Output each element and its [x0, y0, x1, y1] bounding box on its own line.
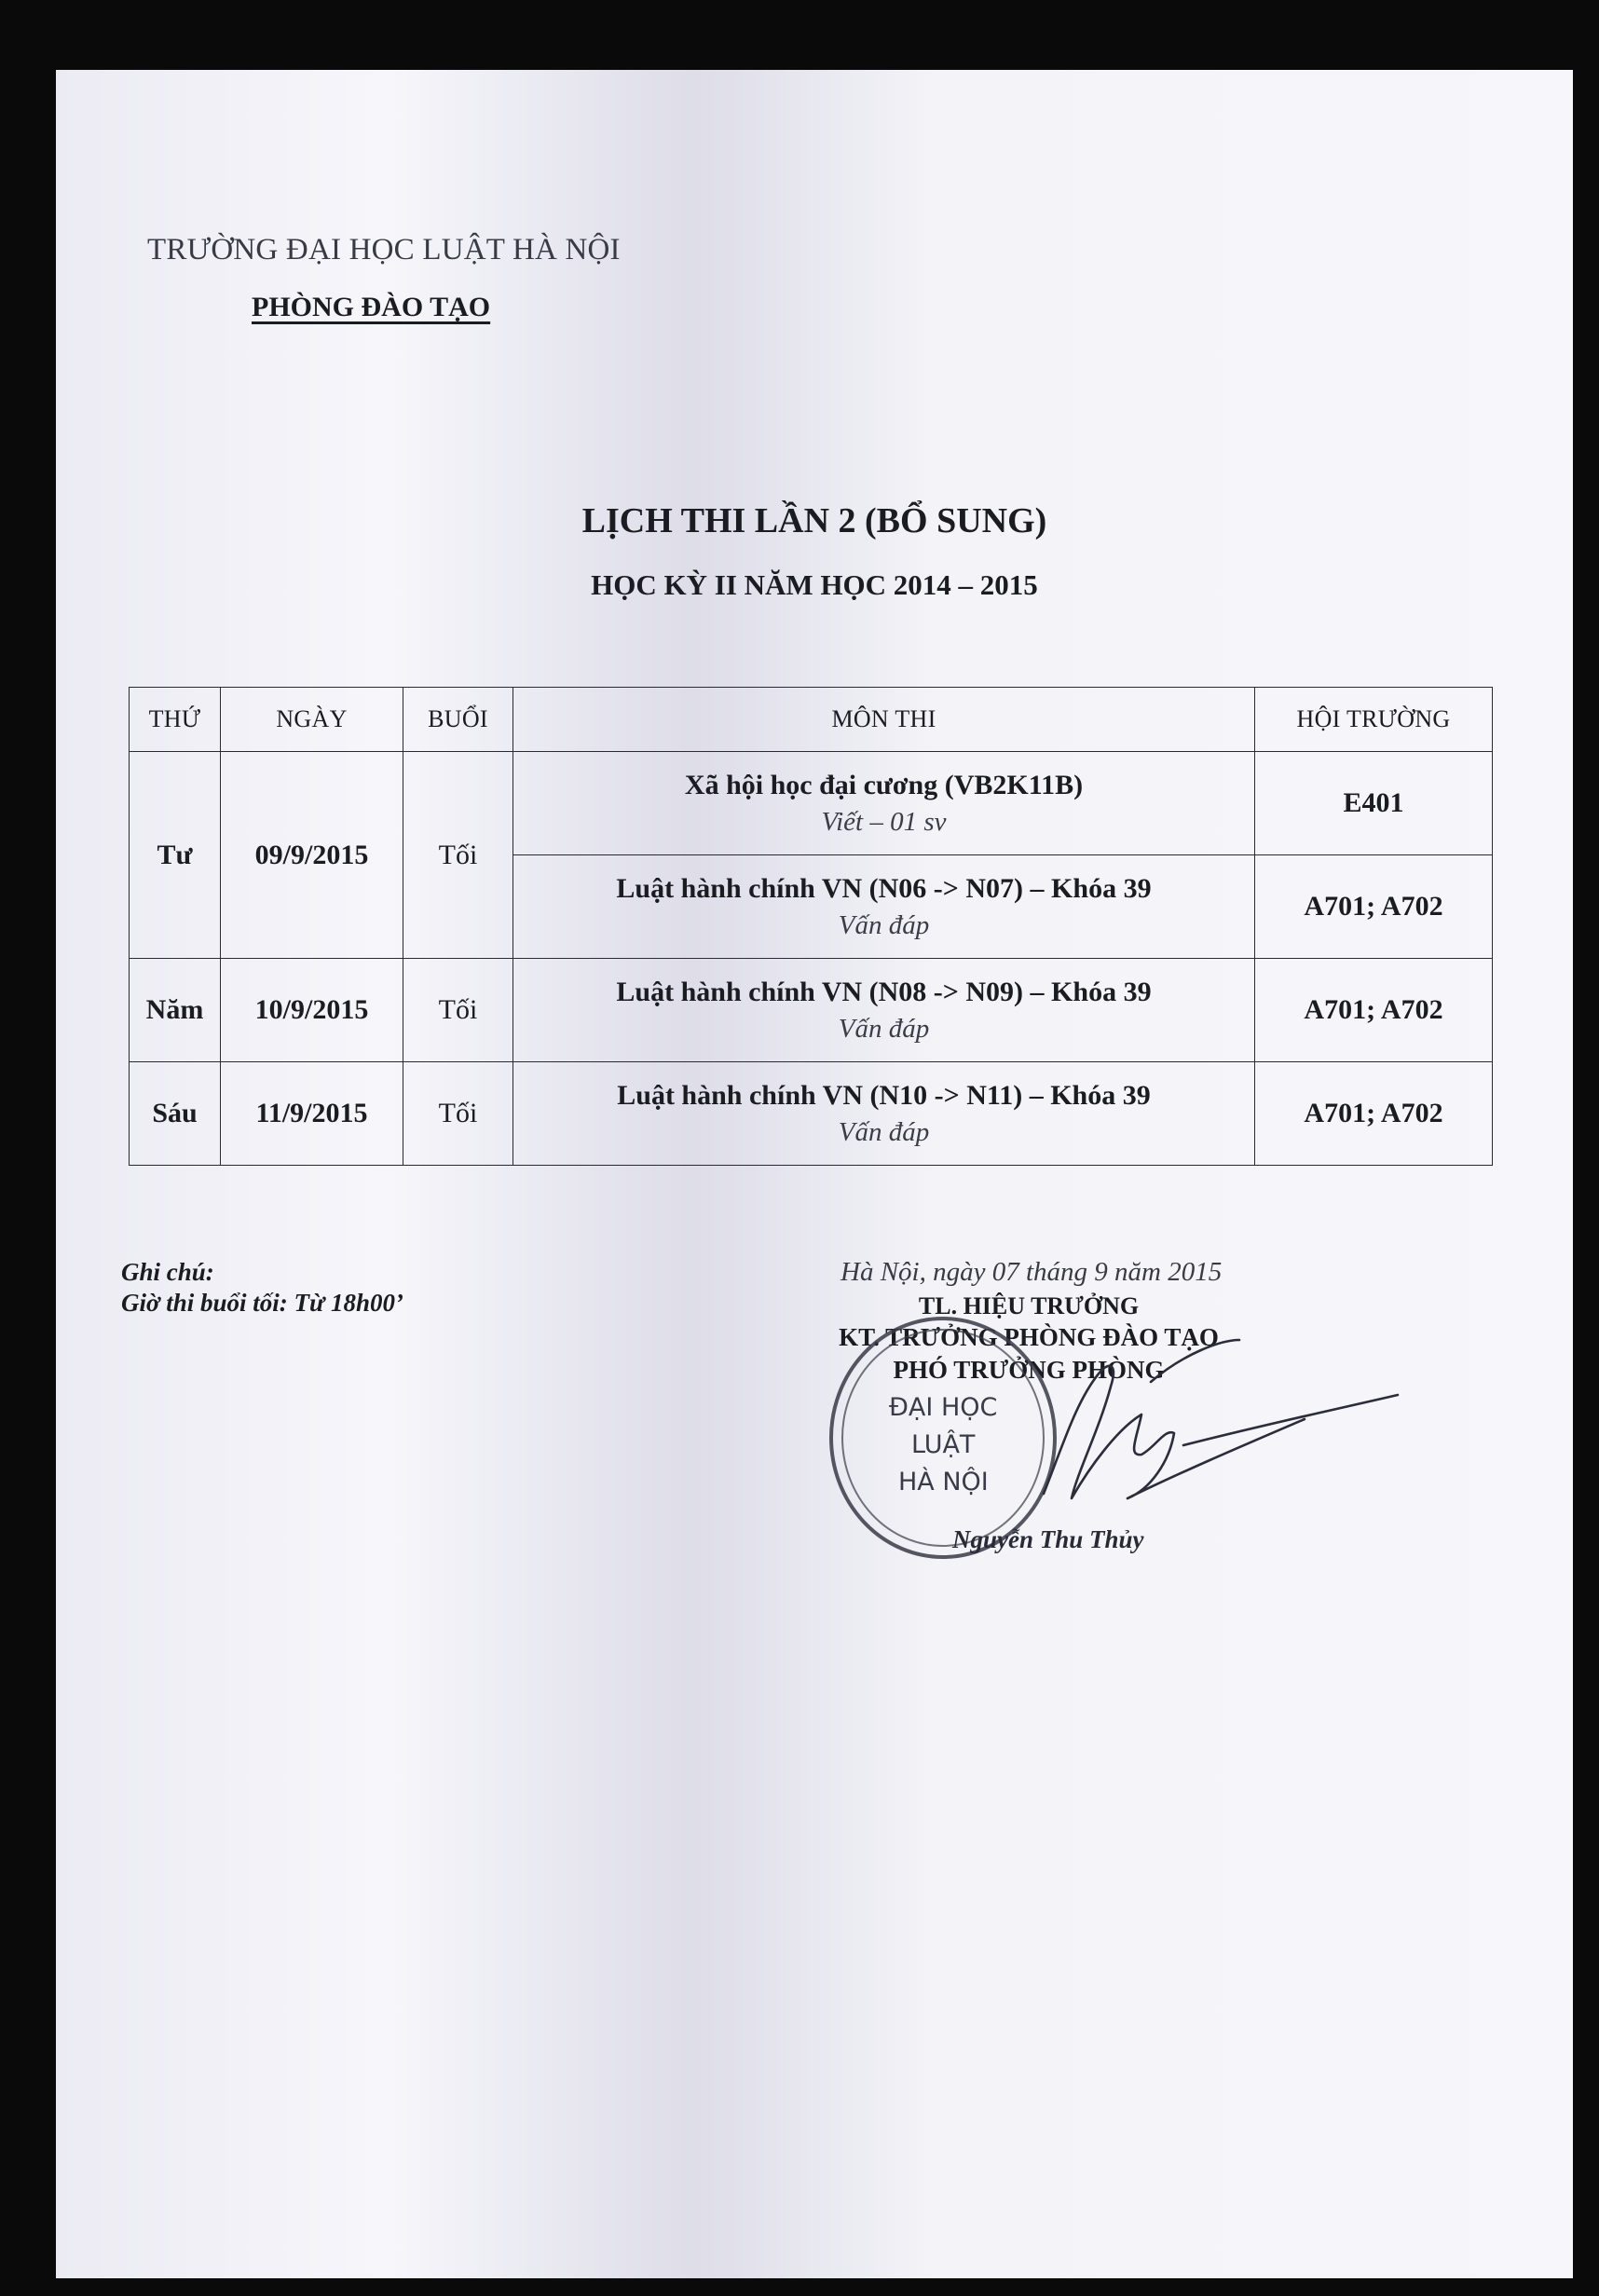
- header-date: NGÀY: [221, 688, 403, 752]
- cell-day: Sáu: [130, 1062, 221, 1166]
- exam-schedule-table: [129, 687, 1493, 1166]
- table-row: [130, 752, 1493, 855]
- place-date: Hà Nội, ngày 07 tháng 9 năm 2015: [840, 1257, 1223, 1287]
- cell-date: 09/9/2015: [221, 752, 403, 959]
- table-row: [130, 959, 1493, 1062]
- header-hall: HỘI TRƯỜNG: [1255, 688, 1493, 752]
- subject-name: Luật hành chính VN (N08 -> N09) – Khóa 39: [616, 977, 1152, 1007]
- cell-hall: A701; A702: [1255, 959, 1493, 1062]
- school-name: TRƯỜNG ĐẠI HỌC LUẬT HÀ NỘI: [147, 233, 621, 266]
- cell-session: Tối: [403, 752, 513, 959]
- header-session: BUỔI: [403, 688, 513, 752]
- department-name: PHÒNG ĐÀO TẠO: [252, 292, 491, 322]
- cell-day: Tư: [130, 752, 221, 959]
- exam-mode: Viết – 01 sv: [821, 807, 947, 837]
- subject-name: Xã hội học đại cương (VB2K11B): [684, 770, 1084, 800]
- signature-title-2: KT. TRƯỞNG PHÒNG ĐÀO TẠO: [839, 1323, 1219, 1351]
- cell-date: 11/9/2015: [221, 1062, 403, 1166]
- signature-title-3: PHÓ TRƯỞNG PHÒNG: [893, 1356, 1165, 1384]
- seal-text: HÀ NỘI: [898, 1468, 989, 1496]
- exam-mode: Vấn đáp: [838, 1117, 930, 1147]
- document-page: [56, 70, 1573, 2278]
- header-day: THỨ: [130, 688, 221, 752]
- cell-subject: [513, 959, 1255, 1062]
- cell-session: Tối: [403, 1062, 513, 1166]
- note-text: Giờ thi buổi tối: Từ 18h00’: [121, 1289, 403, 1317]
- signature-title-1: TL. HIỆU TRƯỞNG: [918, 1292, 1140, 1319]
- table-header-row: [130, 688, 1493, 752]
- subject-name: Luật hành chính VN (N06 -> N07) – Khóa 39: [616, 873, 1152, 904]
- cell-subject: [513, 855, 1255, 959]
- exam-mode: Vấn đáp: [838, 1014, 930, 1044]
- cell-hall: A701; A702: [1255, 855, 1493, 959]
- exam-mode: Vấn đáp: [838, 910, 930, 940]
- seal-text: ĐẠI HỌC: [889, 1393, 998, 1422]
- note-label: Ghi chú:: [121, 1258, 214, 1286]
- table-row: [130, 1062, 1493, 1166]
- seal-text: LUẬT: [911, 1430, 976, 1459]
- document-title: LỊCH THI LẦN 2 (BỔ SUNG): [581, 501, 1047, 540]
- document-subtitle: HỌC KỲ II NĂM HỌC 2014 – 2015: [591, 568, 1038, 601]
- cell-hall: E401: [1255, 752, 1493, 855]
- cell-subject: [513, 752, 1255, 855]
- cell-subject: [513, 1062, 1255, 1166]
- subject-name: Luật hành chính VN (N10 -> N11) – Khóa 39: [617, 1080, 1151, 1111]
- cell-hall: A701; A702: [1255, 1062, 1493, 1166]
- signer-name: Nguyễn Thu Thủy: [952, 1525, 1144, 1553]
- cell-day: Năm: [130, 959, 221, 1062]
- cell-session: Tối: [403, 959, 513, 1062]
- handwritten-signature-icon: [988, 1298, 1416, 1531]
- cell-date: 10/9/2015: [221, 959, 403, 1062]
- header-subject: MÔN THI: [513, 688, 1255, 752]
